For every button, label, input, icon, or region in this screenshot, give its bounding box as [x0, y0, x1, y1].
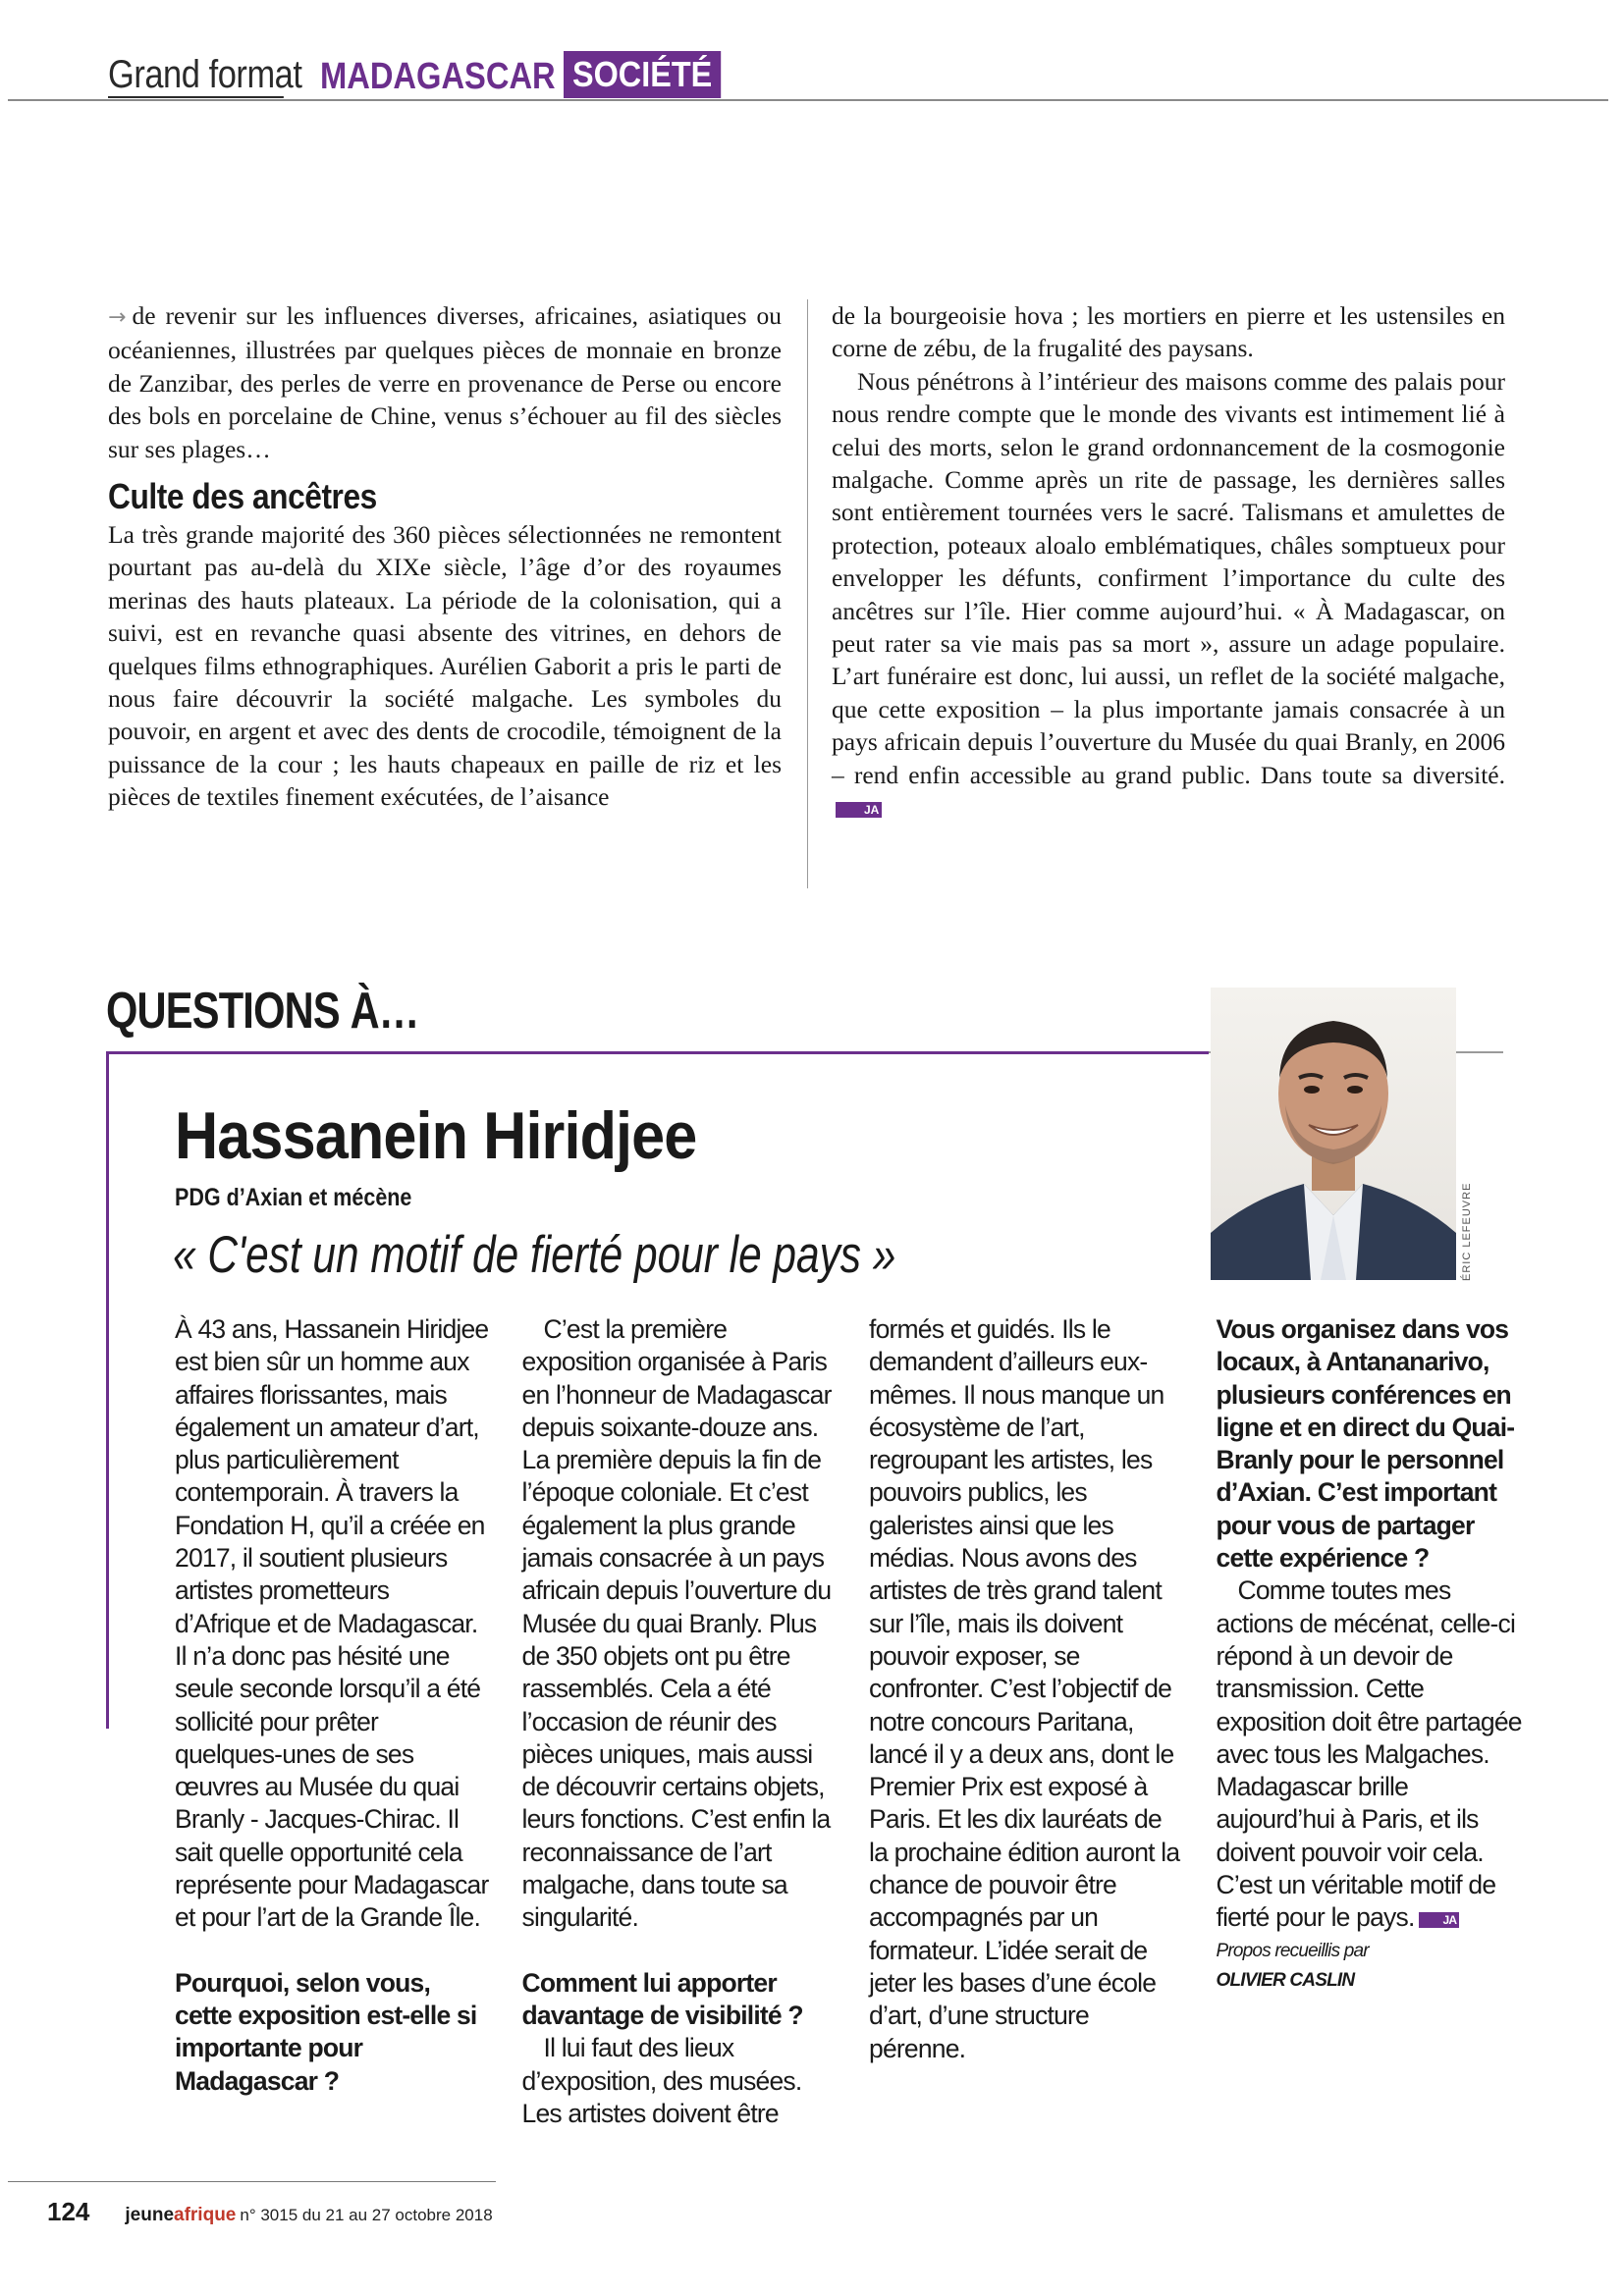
interview-frame-top [106, 1051, 1209, 1054]
interviewee-name: Hassanein Hiridjee [175, 1098, 697, 1173]
magazine-logo: jeuneafrique [125, 2205, 237, 2225]
article-subheading: Culte des ancêtres [108, 476, 377, 517]
interview-flow [175, 1313, 1530, 2148]
interview-answer: C’est la première exposition organisée à Paris en l’honneur de Madagascar depuis soixante-douze ans. La première depuis la fin de l’époque coloniale. Et c’est également la plus grande jamais consacrée à un pays africain depuis l’ouverture du Musée du quai Branly. Plus de 350 objets ont pu être rassemblés. Cela a été l’occasion de réunir des pièces uniques, mais aussi de découvrir certains objets, leurs fonctions. C’est enfin la reconnaissance de l’art malgache, dans toute sa singularité. [521, 1314, 832, 1933]
continuation-arrow-icon: → [108, 305, 127, 330]
header-section-label: Grand format [108, 53, 302, 96]
article-paragraph: Nous pénétrons à l’intérieur des maisons comme des palais pour nous rendre compte que le monde des vivants est intimement lié à celui des morts, selon le grand ordonnancement de la cosmogonie malgache. Comme après un rite de passage, les dernières salles sont entièrement tournées vers le sacré. Talismans et amulettes de protection, poteaux aloalo emblématiques, châles somptueux pour envelopper les défunts, confirment l’importance du culte des ancêtres sur l’île. Hier comme aujourd’hui. « À Madagascar, on peut rater sa vie mais pas sa mort », assure un adage populaire. L’art funéraire est donc, lui aussi, un reflet de la société malgache, que cette exposition – la plus importante jamais consacrée à un pays africain depuis l’ouverture du Musée du quai Branly, en 2006 – rend enfin accessible au grand public. Dans toute sa diversité.JA [832, 366, 1505, 818]
column-divider [807, 299, 808, 888]
article-paragraph: de la bourgeoisie hova ; les mortiers en pierre et les ustensiles en corne de zébu, de la frugalité des paysans. [832, 301, 1505, 363]
interview-question: Pourquoi, selon vous, cette exposition est-elle si importante pour Madagascar ? [175, 1967, 477, 2096]
interview-answer: Il lui faut des lieux d’exposition, des musées. Les artistes doivent être formés et guidés. Ils le demandent d’ailleurs eux-mêmes. Il nous manque un écosystème de l’art, regroupant les artistes, les pouvoirs publics, les galeristes ainsi que les médias. Nous avons des artistes de très grand talent sur l’île, mais ils doivent pouvoir exposer, se confronter. C’est l’objectif de notre concours Paritana, lancé il y a deux ans, dont le Premier Prix est exposé à Paris. Et les dix lauréats de la prochaine édition auront la chance de pouvoir être accompagnés par un formateur. L’idée serait de jeter les bases d’une école d’art, d’une structure pérenne. [521, 1314, 1180, 2128]
page-number: 124 [47, 2197, 90, 2226]
interview-credit-name: OLIVIER CASLIN [1216, 1969, 1355, 1991]
interview-question: Comment lui apporter davantage de visibilité ? [521, 1967, 803, 2030]
interview-frame-left [106, 1051, 109, 1729]
running-header [108, 49, 738, 98]
ja-end-mark: JA [1419, 1912, 1460, 1928]
header-rule [8, 99, 1608, 101]
interview-intro: À 43 ans, Hassanein Hiridjee est bien sûr un homme aux affaires florissantes, mais également un amateur d’art, plus particulièrement contemporain. À travers la Fondation H, qu’il a créée en 2017, il soutient plusieurs artistes prometteurs d’Afrique et de Madagascar. Il n’a donc pas hésité une seule seconde lorsqu’il a été sollicité pour prêter quelques-unes de ses œuvres au Musée du quai Branly - Jacques-Chirac. Il sait quelle opportunité cela représente pour Madagascar et pour l’art de la Grande Île. [175, 1314, 489, 1933]
interviewee-role: PDG d’Axian et mécène [175, 1184, 412, 1211]
page-footer [47, 2197, 493, 2227]
portrait-photo [1211, 988, 1456, 1280]
article-paragraph: → de revenir sur les influences diverses, africaines, asiatiques ou océaniennes, illustrées par quelques pièces de monnaie en bronze de Zanzibar, des perles de verre en provenance de Perse ou encore des bols en porcelaine de Chine, venus s’échouer au fil des siècles sur ses plages… [108, 301, 782, 463]
article-column-left [108, 299, 782, 814]
pull-quote: « C'est un motif de fierté pour le pays » [173, 1226, 896, 1284]
interview-section-heading: QUESTIONS À… [106, 983, 419, 1040]
article-paragraph: La très grande majorité des 360 pièces sélectionnées ne remontent pourtant pas au-delà du XIXe siècle, l’âge d’or des royaumes merinas des hauts plateaux. La période de la colonisation, qui a suivi, est en revanche quasi absente des vitrines, en dehors de quelques films ethnographiques. Aurélien Gaborit a pris le parti de nous faire découvrir la société malgache. Les symboles du pouvoir, en argent et avec des dents de crocodile, témoignent de la puissance de la cour ; les hauts chapeaux en paille de riz et les pièces de textiles finement exécutées, de l’aisance [108, 520, 782, 812]
interview-question: Vous organisez dans vos locaux, à Antananarivo, plusieurs conférences en ligne et en direct du Quai-Branly pour le personnel d’Axian. C’est important pour vous de partager cette expérience ? [1216, 1314, 1515, 1574]
photo-credit: ÉRIC LEFEUVRE [1461, 1182, 1473, 1281]
ja-end-mark: JA [836, 802, 882, 818]
interview-credit-label: Propos recueillis par [1216, 1940, 1369, 1961]
header-country-label: MADAGASCAR [320, 56, 556, 97]
interview-answer: Comme toutes mes actions de mécénat, celle-ci répond à un devoir de transmission. Cette exposition doit être partagée avec tous les Malgaches. Madagascar brille aujourd’hui à Paris, et ils doivent pouvoir voir cela. C’est un véritable motif de fierté pour le pays. JA [1216, 1575, 1522, 1933]
footer-rule [8, 2181, 496, 2182]
article-column-right [832, 299, 1505, 825]
portrait-illustration [1211, 988, 1456, 1280]
issue-info: n° 3015 du 21 au 27 octobre 2018 [240, 2206, 493, 2224]
header-rubric-badge: SOCIÉTÉ [564, 51, 721, 98]
